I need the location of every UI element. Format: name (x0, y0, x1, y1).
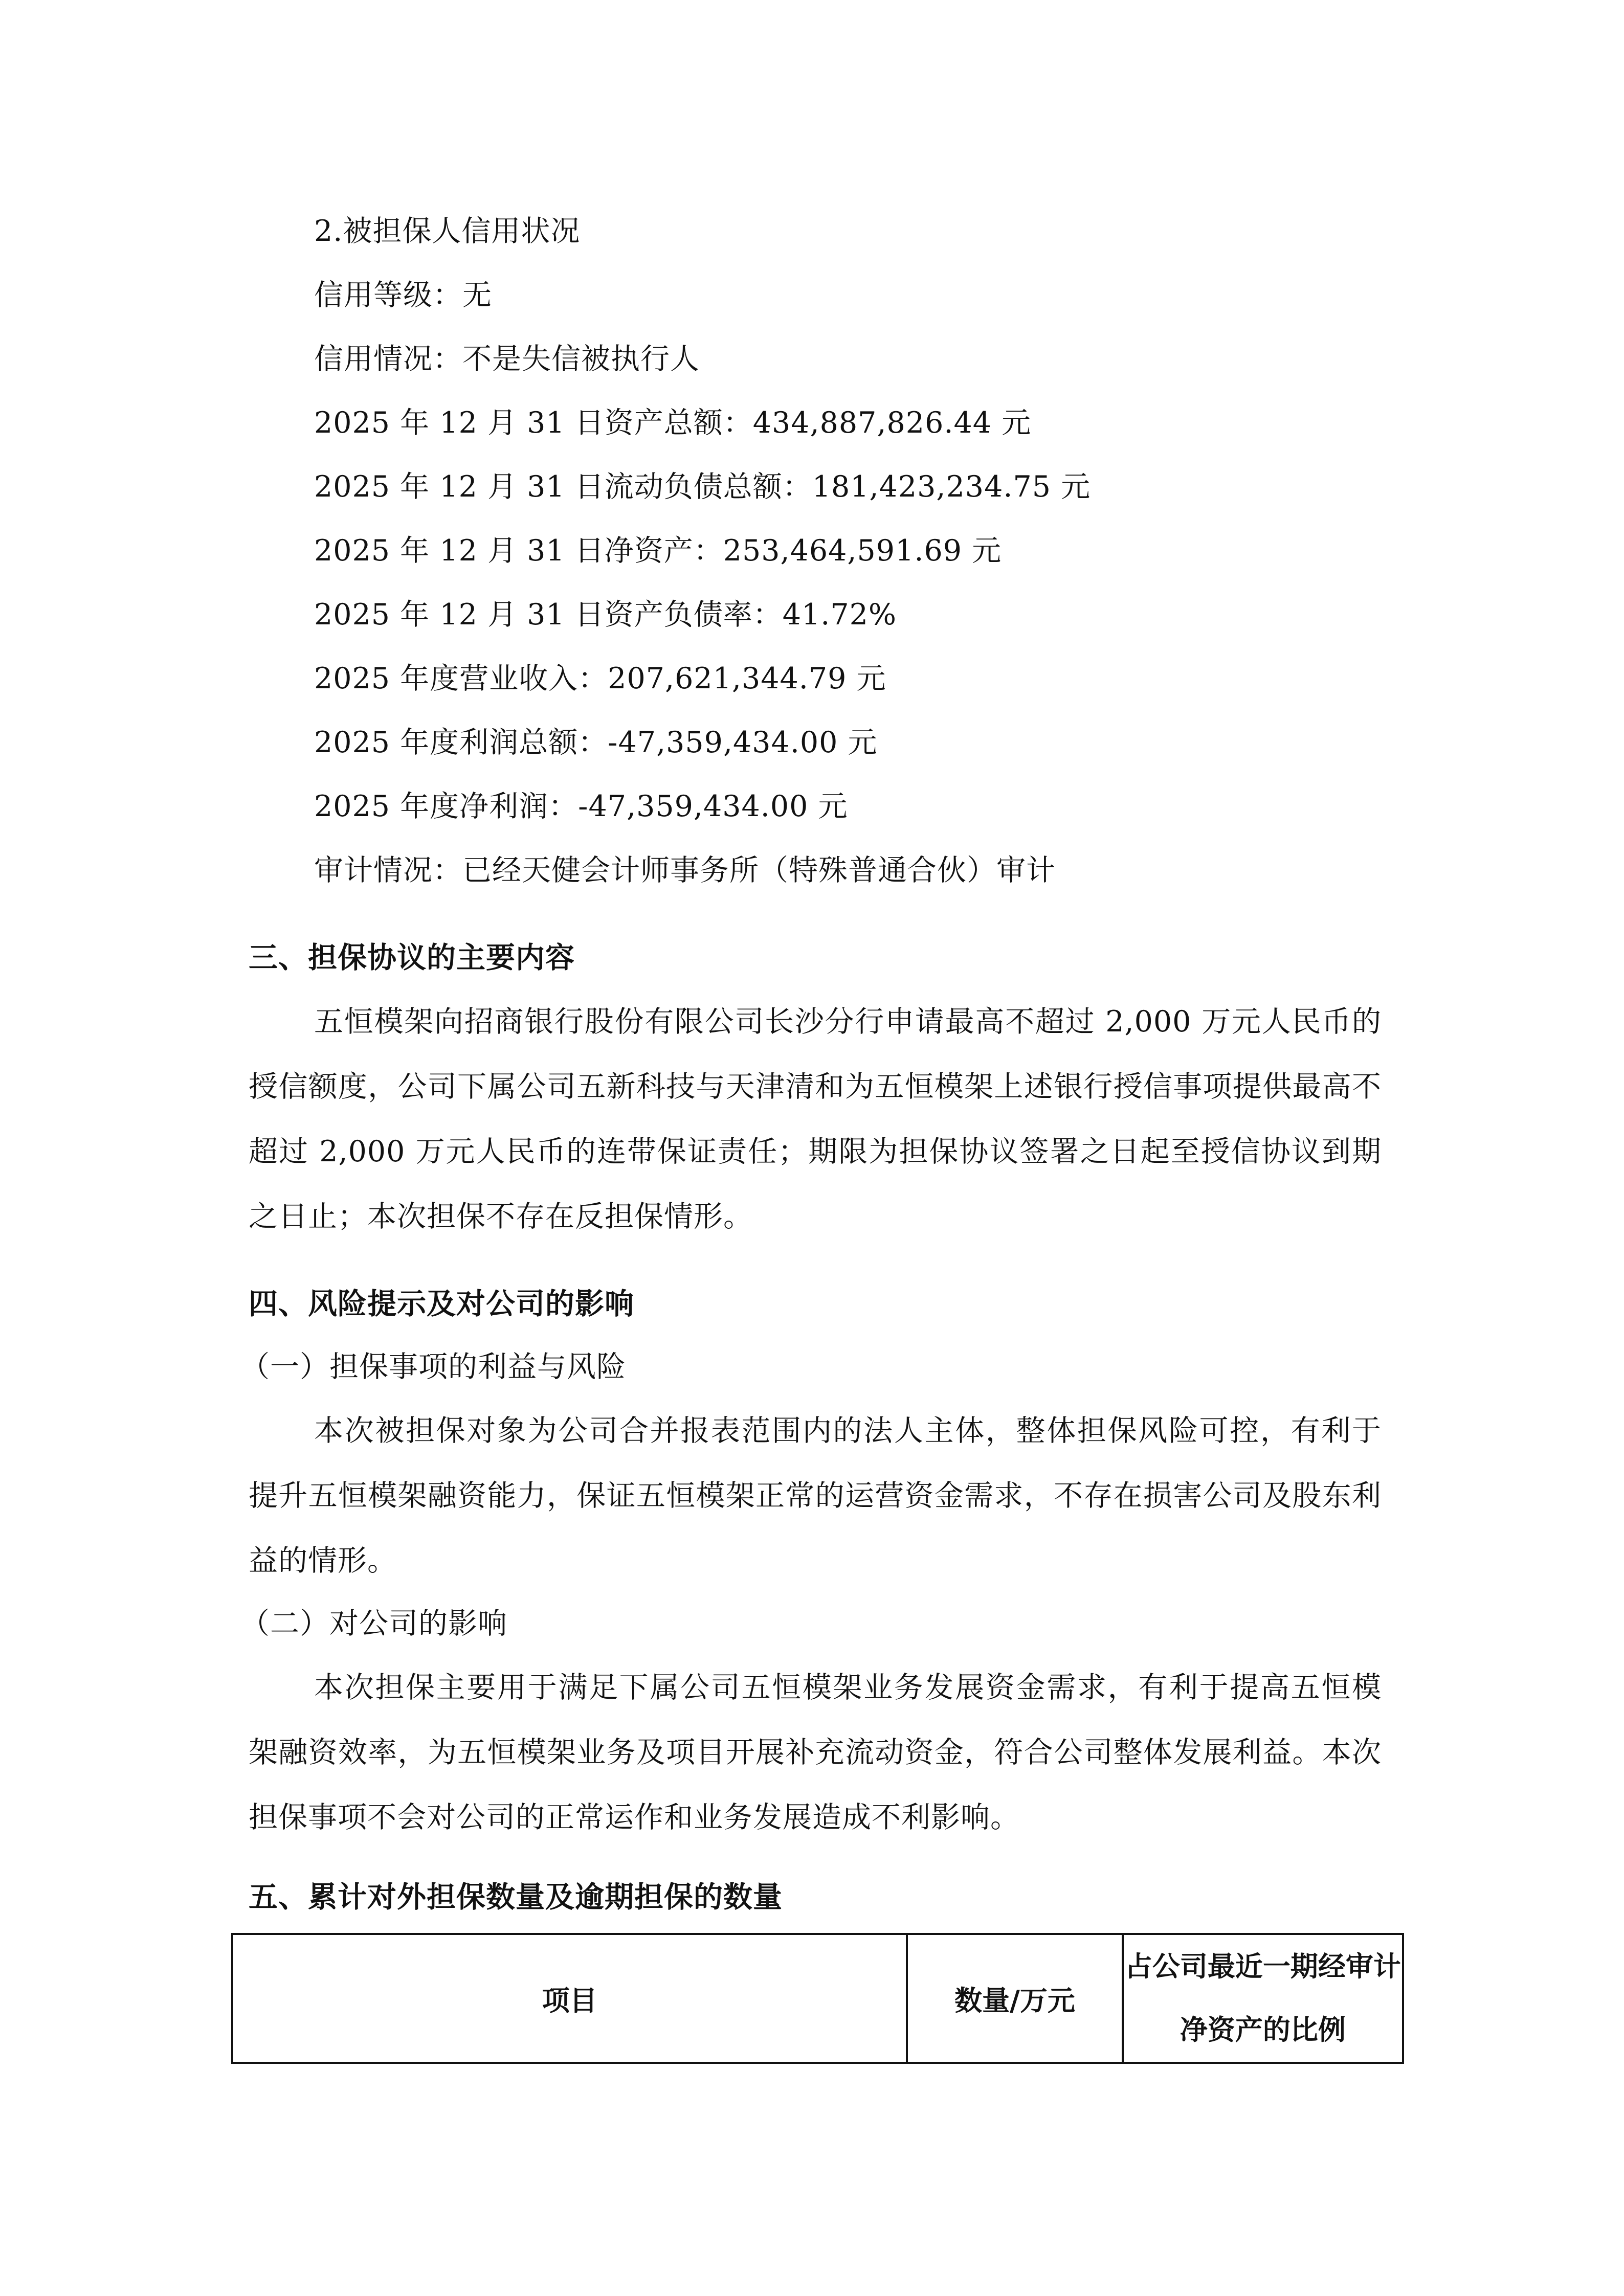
header-ratio: 占公司最近一期经审计净资产的比例 (1123, 1934, 1403, 2063)
revenue-line: 2025 年度营业收入：207,621,344.79 元 (314, 662, 886, 695)
table-header-row (232, 1934, 1403, 2063)
section4-sub2-heading: （二）对公司的影响 (240, 1607, 507, 1640)
header-amount: 数量/万元 (907, 1934, 1122, 2063)
section4-sub1-paragraph: 本次被担保对象为公司合并报表范围内的法人主体，整体担保风险可控，有利于提升五恒模架融资能力，保证五恒模架正常的运营资金需求，不存在损害公司及股东利益的情形。 (249, 1414, 1382, 1578)
header-item: 项目 (232, 1934, 907, 2063)
net-assets-line: 2025 年 12 月 31 日净资产：253,464,591.69 元 (314, 534, 1002, 568)
total-assets-line: 2025 年 12 月 31 日资产总额：434,887,826.44 元 (314, 406, 1032, 440)
section3-paragraph: 五恒模架向招商银行股份有限公司长沙分行申请最高不超过 2,000 万元人民币的授信额度，公司下属公司五新科技与天津清和为五恒模架上述银行授信事项提供最高不超过 2,000 万元人民币的连带保证责任；期限为担保协议签署之日起至授信协议到期之日止；本次担保不存在反担保情形。 (249, 1005, 1382, 1233)
guarantee-summary-table (231, 1933, 1404, 2064)
section4-heading: 四、风险提示及对公司的影响 (249, 1287, 634, 1321)
section5-heading: 五、累计对外担保数量及逾期担保的数量 (249, 1880, 783, 1914)
section4-sub2-paragraph: 本次担保主要用于满足下属公司五恒模架业务发展资金需求，有利于提高五恒模架融资效率，为五恒模架业务及项目开展补充流动资金，符合公司整体发展利益。本次担保事项不会对公司的正常运作和业务发展造成不利影响。 (249, 1671, 1382, 1834)
credit-status-line: 信用情况：不是失信被执行人 (314, 342, 700, 376)
total-profit-line: 2025 年度利润总额：-47,359,434.00 元 (314, 726, 878, 759)
audit-line: 审计情况：已经天健会计师事务所（特殊普通合伙）审计 (314, 853, 1056, 887)
current-liabilities-line: 2025 年 12 月 31 日流动负债总额：181,423,234.75 元 (314, 470, 1091, 504)
credit-rating-line: 信用等级：无 (314, 278, 492, 312)
section4-sub1-heading: （一）担保事项的利益与风险 (240, 1350, 626, 1384)
section3-heading: 三、担保协议的主要内容 (249, 941, 575, 975)
net-profit-line: 2025 年度净利润：-47,359,434.00 元 (314, 790, 848, 823)
credit-section-title: 2.被担保人信用状况 (314, 214, 581, 248)
debt-ratio-line: 2025 年 12 月 31 日资产负债率：41.72% (314, 598, 897, 632)
